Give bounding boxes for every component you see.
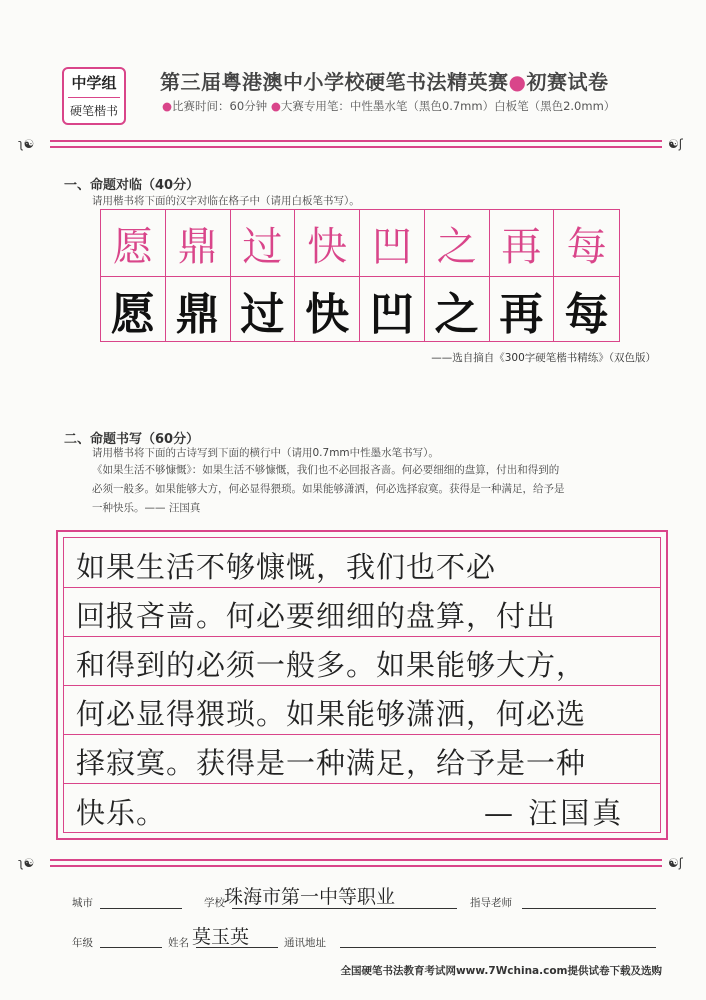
- model-cell: [231, 210, 296, 276]
- title-dot: ●: [508, 70, 527, 94]
- model-cell: [490, 210, 555, 276]
- exam-pens: 大赛专用笔：中性墨水笔（黑色0.7mm）白板笔（黑色2.0mm）: [280, 99, 616, 113]
- model-char: 再: [501, 223, 542, 270]
- written-char: 快: [305, 288, 350, 340]
- written-char: 凹: [369, 288, 414, 340]
- written-cell[interactable]: [490, 277, 555, 342]
- divider-ornament-left: ʅ☯: [18, 856, 35, 870]
- city-label: 城市: [72, 897, 93, 909]
- info-dot-2: ●: [270, 99, 281, 113]
- handwriting-line: 如果生活不够慷慨，我们也不必: [76, 550, 497, 584]
- title-tail: 初赛试卷: [526, 70, 609, 94]
- model-char: 凹: [371, 223, 412, 270]
- handwriting-line: 和得到的必须一般多。如果能够大方，: [76, 648, 587, 682]
- school-label: 学校: [204, 897, 225, 909]
- model-cell: [295, 210, 360, 276]
- model-char: 每: [566, 223, 607, 270]
- written-cell[interactable]: [231, 277, 296, 342]
- written-cell[interactable]: [360, 277, 425, 342]
- address-label: 通讯地址: [284, 937, 326, 949]
- grade-field[interactable]: [100, 947, 162, 948]
- writing-rule: [64, 783, 660, 784]
- address-field[interactable]: [340, 947, 656, 948]
- grade-label: 年级: [72, 937, 93, 949]
- written-cell[interactable]: [166, 277, 231, 342]
- name-value: 莫玉英: [192, 926, 250, 948]
- model-char: 鼎: [177, 223, 218, 270]
- written-cell[interactable]: [425, 277, 490, 342]
- teacher-field[interactable]: [522, 908, 656, 909]
- source-citation: ——选自摘自《300字硬笔楷书精练》（双色版）: [431, 352, 656, 364]
- badge-category-label: 硬笔楷书: [69, 104, 118, 118]
- writing-rule: [64, 587, 660, 588]
- footer-text: 全国硬笔书法教育考试网www.7Wchina.com提供试卷下载及选购: [340, 965, 662, 977]
- teacher-label: 指导老师: [470, 897, 512, 909]
- model-cell: [360, 210, 425, 276]
- school-value: 珠海市第一中等职业: [224, 886, 396, 908]
- handwriting-author: — 汪国真: [484, 796, 625, 830]
- divider-ornament-right: ☯ʃ: [668, 137, 683, 151]
- exam-time: 比赛时间：60分钟: [172, 99, 268, 113]
- badge-group-label: 中学组: [71, 74, 117, 92]
- divider-ornament-right: ☯ʃ: [668, 856, 683, 870]
- written-char: 再: [499, 288, 544, 340]
- name-label: 姓名: [168, 937, 189, 949]
- model-char: 快: [307, 223, 348, 270]
- exam-info: [162, 98, 615, 114]
- written-char: 愿: [110, 288, 155, 340]
- section2-title: 二、命题书写（60分）: [64, 432, 200, 447]
- model-char: 过: [242, 223, 283, 270]
- info-dot-1: ●: [162, 99, 173, 113]
- model-char: 愿: [112, 223, 153, 270]
- written-char: 之: [434, 288, 479, 340]
- city-field[interactable]: [100, 908, 182, 909]
- poem-text: [92, 461, 672, 518]
- handwriting-line: 择寂寞。获得是一种满足，给予是一种: [76, 746, 587, 780]
- top-divider: [50, 140, 662, 148]
- model-row: [101, 210, 619, 276]
- written-char: 每: [564, 288, 609, 340]
- handwriting-line: 回报吝啬。何必要细细的盘算，付出: [76, 599, 557, 633]
- written-cell[interactable]: [554, 277, 619, 342]
- model-cell: [554, 210, 619, 276]
- page-title: [160, 66, 608, 95]
- divider-ornament-left: ʅ☯: [18, 137, 35, 151]
- group-badge: [62, 67, 126, 125]
- model-cell: [101, 210, 166, 276]
- writing-box[interactable]: [56, 530, 668, 840]
- model-char: 之: [436, 223, 477, 270]
- title-main: 第三届粤港澳中小学校硬笔书法精英赛: [160, 70, 509, 94]
- written-char: 过: [240, 288, 285, 340]
- copy-grid: [100, 209, 620, 342]
- written-char: 鼎: [175, 288, 220, 340]
- poem-line: 《如果生活不够慷慨》：如果生活不够慷慨，我们也不必回报吝啬。何必要细细的盘算，付出和得到的: [92, 464, 560, 476]
- model-cell: [425, 210, 490, 276]
- writing-rule: [64, 685, 660, 686]
- bottom-divider: [50, 859, 662, 867]
- poem-line: 一种快乐。—— 汪国真: [92, 502, 201, 514]
- handwriting-line: 快乐。: [76, 796, 167, 830]
- poem-line: 必须一般多。如果能够大方，何必显得猥琐。如果能够潇洒，何必选择寂寞。获得是一种满足，给予是: [92, 483, 565, 495]
- handwriting-line: 何必显得猥琐。如果能够潇洒，何必选: [76, 697, 587, 731]
- model-cell: [166, 210, 231, 276]
- writing-rule: [64, 636, 660, 637]
- written-cell[interactable]: [295, 277, 360, 342]
- written-cell[interactable]: [101, 277, 166, 342]
- written-row: [101, 276, 619, 342]
- writing-area[interactable]: [63, 537, 661, 833]
- section1-instruction: 请用楷书将下面的汉字对临在格子中（请用白板笔书写）。: [92, 195, 360, 207]
- section2-instruction: 请用楷书将下面的古诗写到下面的横行中（请用0.7mm中性墨水笔书写）。: [92, 447, 439, 459]
- writing-rule: [64, 734, 660, 735]
- section1-title: 一、命题对临（40分）: [64, 178, 200, 193]
